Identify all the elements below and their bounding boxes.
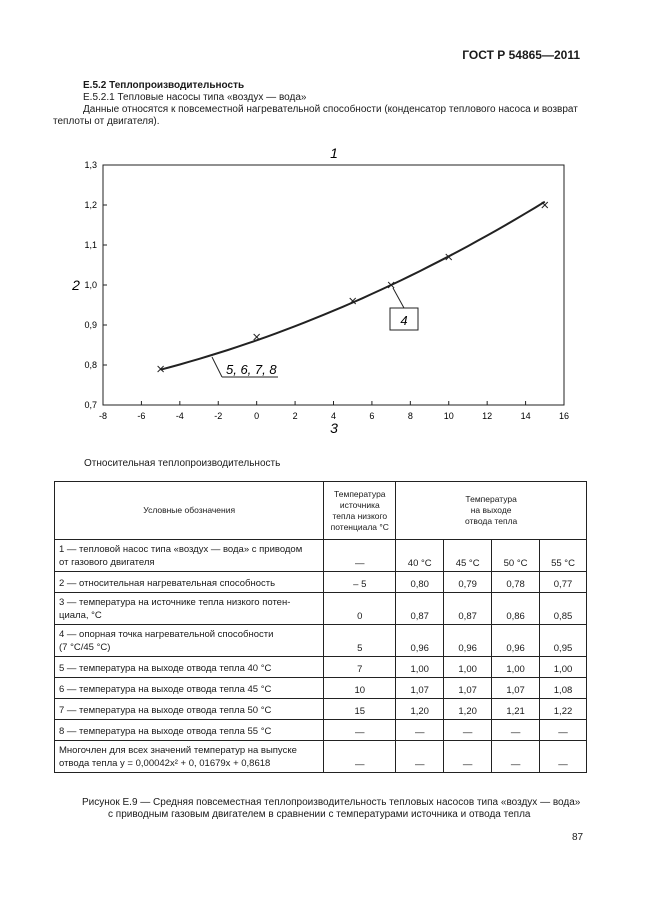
row-value: 0,87 [396, 593, 444, 625]
row-value: 0,78 [492, 572, 540, 593]
row-value: 40 °С [396, 540, 444, 572]
section-title: Е.5.2 Теплопроизводительность [83, 80, 245, 91]
row-source-temp: – 5 [324, 572, 396, 593]
table-caption: Относительная теплопроизводительность [84, 458, 281, 469]
axis-ticks [84, 160, 569, 421]
row-value: 1,00 [444, 657, 492, 678]
x-tick-label: -4 [175, 411, 184, 421]
row-value: 0,87 [444, 593, 492, 625]
label-bottom: 3 [330, 420, 338, 436]
callout-curve-leader [212, 357, 222, 377]
row-value: 1,21 [492, 699, 540, 720]
y-tick-label: 1,1 [84, 240, 97, 250]
data-point [542, 202, 548, 208]
row-value: 0,86 [492, 593, 540, 625]
callout-4-label: 4 [400, 313, 408, 328]
capacity-curve [161, 202, 545, 370]
row-value: 1,00 [540, 657, 587, 678]
row-value: 0,96 [492, 625, 540, 657]
x-tick-label: 12 [482, 411, 493, 421]
row-description: 6 — температура на выходе отвода тепла 45 °С [55, 678, 324, 699]
row-source-temp: — [324, 741, 396, 773]
row-value: — [396, 741, 444, 773]
table-row [55, 593, 587, 625]
table-row [55, 720, 587, 741]
table-row [55, 657, 587, 678]
x-tick-label: 0 [254, 411, 260, 421]
y-tick-label: 0,8 [84, 360, 97, 370]
y-tick-label: 0,9 [84, 320, 97, 330]
x-tick-label: 2 [292, 411, 298, 421]
row-source-temp: 0 [324, 593, 396, 625]
x-tick-label: 4 [330, 411, 337, 421]
table-row [55, 625, 587, 657]
row-description: 2 — относительная нагревательная способность [55, 572, 324, 593]
row-value: 1,00 [492, 657, 540, 678]
row-value: 1,07 [396, 678, 444, 699]
table-row [55, 741, 587, 773]
callout-curve-label: 5, 6, 7, 8 [226, 362, 277, 377]
row-source-temp: 7 [324, 657, 396, 678]
x-tick-label: 8 [407, 411, 413, 421]
row-description: 5 — температура на выходе отвода тепла 40 °С [55, 657, 324, 678]
label-left: 2 [72, 277, 80, 293]
row-value: 0,79 [444, 572, 492, 593]
x-tick-label: -2 [214, 411, 223, 421]
row-value: 1,08 [540, 678, 587, 699]
row-value: 0,95 [540, 625, 587, 657]
table-row [55, 678, 587, 699]
data-point [254, 334, 260, 340]
data-table [54, 481, 587, 773]
page-number: 87 [572, 832, 584, 843]
row-value: 1,07 [444, 678, 492, 699]
table-header-row [55, 482, 587, 540]
section-subtitle: Е.5.2.1 Тепловые насосы типа «воздух — вода» [83, 92, 307, 103]
row-source-temp: — [324, 540, 396, 572]
y-tick-label: 1,3 [84, 160, 97, 170]
row-description: 7 — температура на выходе отвода тепла 50 °С [55, 699, 324, 720]
table-row [55, 699, 587, 720]
row-value: 0,96 [396, 625, 444, 657]
row-value: 50 °С [492, 540, 540, 572]
x-tick-label: 6 [369, 411, 375, 421]
row-description: 1 — тепловой насос типа «воздух — вода» с приводом от газового двигателя [55, 540, 324, 572]
header-output: Температура на выходе отвода тепла [396, 482, 587, 540]
x-tick-label: 16 [558, 411, 570, 421]
paragraph-line-1: Данные относятся к повсеместной нагревательной способности (конденсатор теплового насоса и возврат [83, 104, 578, 115]
row-value: 0,80 [396, 572, 444, 593]
row-value: 0,96 [444, 625, 492, 657]
row-value: — [492, 720, 540, 741]
row-value: 1,20 [444, 699, 492, 720]
row-value: 1,07 [492, 678, 540, 699]
row-value: 1,20 [396, 699, 444, 720]
header-desc: Условные обозначения [55, 482, 324, 540]
x-tick-label: -8 [98, 411, 108, 421]
figure-caption-line-2: с приводным газовым двигателем в сравнении с температурами источника и отвода тепла [108, 809, 531, 820]
figure-caption-line-1: Рисунок Е.9 — Средняя повсеместная теплопроизводительность тепловых насосов типа «воздух — вода» [82, 797, 581, 808]
plot-frame [103, 165, 564, 405]
y-tick-label: 1,2 [84, 200, 97, 210]
row-description: Многочлен для всех значений температур на выпуске отвода тепла y = 0,00042x² + 0, 01679x + 0,8618 [55, 741, 324, 773]
y-tick-label: 0,7 [84, 400, 97, 410]
row-value: — [540, 741, 587, 773]
x-tick-label: 10 [443, 411, 454, 421]
row-value: — [444, 741, 492, 773]
row-source-temp: 5 [324, 625, 396, 657]
x-tick-label: 14 [520, 411, 531, 421]
header-source: Температура источника тепла низкого потенциала °С [324, 482, 396, 540]
row-value: — [444, 720, 492, 741]
row-source-temp: 15 [324, 699, 396, 720]
row-description: 4 — опорная точка нагревательной способности (7 °С/45 °С) [55, 625, 324, 657]
row-value: — [396, 720, 444, 741]
table-row [55, 540, 587, 572]
x-tick-label: -6 [137, 411, 146, 421]
row-value: — [492, 741, 540, 773]
row-value: — [540, 720, 587, 741]
callout-4-leader [393, 288, 404, 308]
table-row [55, 572, 587, 593]
y-tick-label: 1,0 [84, 280, 97, 290]
row-value: 1,00 [396, 657, 444, 678]
row-description: 3 — температура на источнике тепла низкого потен- циала, °С [55, 593, 324, 625]
row-source-temp: 10 [324, 678, 396, 699]
data-points [158, 202, 548, 372]
row-value: 0,85 [540, 593, 587, 625]
capacity-chart [0, 0, 646, 450]
paragraph-line-2: теплоты от двигателя). [53, 116, 160, 127]
row-source-temp: — [324, 720, 396, 741]
row-value: 1,22 [540, 699, 587, 720]
row-description: 8 — температура на выходе отвода тепла 55 °С [55, 720, 324, 741]
row-value: 0,77 [540, 572, 587, 593]
row-value: 55 °С [540, 540, 587, 572]
row-value: 45 °С [444, 540, 492, 572]
standard-header: ГОСТ Р 54865—2011 [462, 48, 580, 62]
label-top: 1 [330, 145, 338, 161]
